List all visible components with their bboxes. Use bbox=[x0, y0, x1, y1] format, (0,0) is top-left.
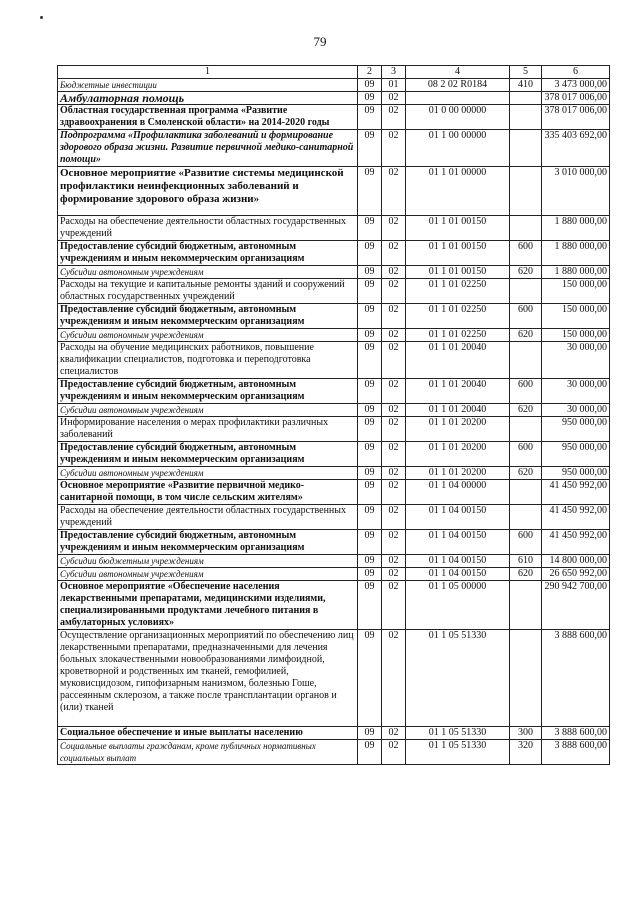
table-row bbox=[58, 79, 610, 92]
row-target-code: 01 1 01 02250 bbox=[406, 329, 510, 342]
table-row bbox=[58, 216, 610, 241]
row-amount: 3 888 600,00 bbox=[542, 630, 610, 727]
row-subsection: 02 bbox=[382, 105, 406, 130]
row-section: 09 bbox=[358, 630, 382, 727]
row-subsection: 02 bbox=[382, 505, 406, 530]
row-subsection: 02 bbox=[382, 581, 406, 630]
row-name: Осуществление организационных мероприятий по обеспечению лиц лекарственными препаратами, предназначенными для лечения больных злокачественными новообразованиями лимфоидной, кроветворной и родственных им тканей, гемофилией, муковисцидозом, гипофизарным нанизмом, болезнью Гоше, рассеянным склерозом, а также после трансплантации органов и (или) тканей bbox=[58, 630, 358, 727]
row-subsection: 02 bbox=[382, 555, 406, 568]
row-section: 09 bbox=[358, 727, 382, 740]
row-expense-type bbox=[510, 505, 542, 530]
row-amount: 950 000,00 bbox=[542, 442, 610, 467]
row-expense-type bbox=[510, 92, 542, 105]
row-subsection: 02 bbox=[382, 92, 406, 105]
table-row bbox=[58, 630, 610, 727]
row-subsection: 02 bbox=[382, 379, 406, 404]
row-subsection: 02 bbox=[382, 130, 406, 167]
row-target-code bbox=[406, 92, 510, 105]
row-name: Субсидии автономным учреждениям bbox=[58, 404, 358, 417]
row-subsection: 02 bbox=[382, 442, 406, 467]
header-cell: 6 bbox=[542, 66, 610, 79]
row-name: Предоставление субсидий бюджетным, автономным учреждениям и иным некоммерческим организациям bbox=[58, 442, 358, 467]
row-section: 09 bbox=[358, 505, 382, 530]
header-cell: 1 bbox=[58, 66, 358, 79]
row-section: 09 bbox=[358, 279, 382, 304]
row-expense-type bbox=[510, 581, 542, 630]
table-row bbox=[58, 404, 610, 417]
page-number: 79 bbox=[313, 34, 327, 49]
row-subsection: 02 bbox=[382, 404, 406, 417]
row-section: 09 bbox=[358, 404, 382, 417]
row-amount: 1 880 000,00 bbox=[542, 216, 610, 241]
row-name: Субсидии бюджетным учреждениям bbox=[58, 555, 358, 568]
row-expense-type: 600 bbox=[510, 530, 542, 555]
row-expense-type bbox=[510, 167, 542, 216]
row-amount: 1 880 000,00 bbox=[542, 266, 610, 279]
row-name: Расходы на обеспечение деятельности областных государственных учреждений bbox=[58, 216, 358, 241]
row-name: Субсидии автономным учреждениям bbox=[58, 467, 358, 480]
row-amount: 3 888 600,00 bbox=[542, 727, 610, 740]
row-target-code: 01 1 01 02250 bbox=[406, 304, 510, 329]
row-section: 09 bbox=[358, 342, 382, 379]
row-amount: 14 800 000,00 bbox=[542, 555, 610, 568]
row-target-code: 01 1 01 02250 bbox=[406, 279, 510, 304]
row-subsection: 02 bbox=[382, 568, 406, 581]
row-expense-type bbox=[510, 480, 542, 505]
row-name: Предоставление субсидий бюджетным, автономным учреждениям и иным некоммерческим организациям bbox=[58, 530, 358, 555]
row-expense-type: 600 bbox=[510, 241, 542, 266]
row-subsection: 02 bbox=[382, 216, 406, 241]
row-section: 09 bbox=[358, 167, 382, 216]
header-row bbox=[58, 66, 610, 79]
row-amount: 290 942 700,00 bbox=[542, 581, 610, 630]
row-target-code: 01 1 01 20040 bbox=[406, 404, 510, 417]
row-subsection: 02 bbox=[382, 480, 406, 505]
row-amount: 41 450 992,00 bbox=[542, 530, 610, 555]
row-name: Социальные выплаты гражданам, кроме публичных нормативных социальных выплат bbox=[58, 740, 358, 765]
row-name: Предоставление субсидий бюджетным, автономным учреждениям и иным некоммерческим организациям bbox=[58, 304, 358, 329]
row-target-code: 01 1 04 00150 bbox=[406, 530, 510, 555]
row-target-code: 01 1 05 51330 bbox=[406, 630, 510, 727]
row-subsection: 02 bbox=[382, 530, 406, 555]
row-target-code: 01 0 00 00000 bbox=[406, 105, 510, 130]
row-subsection: 02 bbox=[382, 467, 406, 480]
row-expense-type bbox=[510, 216, 542, 241]
row-amount: 30 000,00 bbox=[542, 404, 610, 417]
row-section: 09 bbox=[358, 92, 382, 105]
row-target-code: 01 1 01 20200 bbox=[406, 442, 510, 467]
row-subsection: 02 bbox=[382, 417, 406, 442]
row-subsection: 02 bbox=[382, 740, 406, 765]
row-amount: 950 000,00 bbox=[542, 417, 610, 442]
row-target-code: 08 2 02 R0184 bbox=[406, 79, 510, 92]
row-expense-type bbox=[510, 342, 542, 379]
row-name: Социальное обеспечение и иные выплаты населению bbox=[58, 727, 358, 740]
row-expense-type: 610 bbox=[510, 555, 542, 568]
row-name: Информирование населения о мерах профилактики различных заболеваний bbox=[58, 417, 358, 442]
row-expense-type bbox=[510, 130, 542, 167]
row-name: Подпрограмма «Профилактика заболеваний и формирование здорового образа жизни. Развитие первичной медико-санитарной помощи» bbox=[58, 130, 358, 167]
row-subsection: 02 bbox=[382, 727, 406, 740]
header-cell: 4 bbox=[406, 66, 510, 79]
row-amount: 378 017 006,00 bbox=[542, 92, 610, 105]
row-amount: 41 450 992,00 bbox=[542, 505, 610, 530]
row-expense-type: 620 bbox=[510, 404, 542, 417]
row-name: Расходы на обеспечение деятельности областных государственных учреждений bbox=[58, 505, 358, 530]
row-name: Субсидии автономным учреждениям bbox=[58, 266, 358, 279]
row-section: 09 bbox=[358, 442, 382, 467]
row-section: 09 bbox=[358, 568, 382, 581]
row-amount: 30 000,00 bbox=[542, 342, 610, 379]
row-expense-type bbox=[510, 279, 542, 304]
row-target-code: 01 1 01 00150 bbox=[406, 241, 510, 266]
row-expense-type: 600 bbox=[510, 379, 542, 404]
row-target-code: 01 1 04 00150 bbox=[406, 568, 510, 581]
row-subsection: 02 bbox=[382, 304, 406, 329]
table-row bbox=[58, 304, 610, 329]
row-expense-type: 320 bbox=[510, 740, 542, 765]
row-amount: 150 000,00 bbox=[542, 279, 610, 304]
row-subsection: 02 bbox=[382, 329, 406, 342]
row-name: Предоставление субсидий бюджетным, автономным учреждениям и иным некоммерческим организациям bbox=[58, 379, 358, 404]
row-target-code: 01 1 04 00150 bbox=[406, 555, 510, 568]
row-section: 09 bbox=[358, 530, 382, 555]
table-row bbox=[58, 505, 610, 530]
row-amount: 41 450 992,00 bbox=[542, 480, 610, 505]
table-row bbox=[58, 568, 610, 581]
table-row bbox=[58, 467, 610, 480]
row-amount: 3 010 000,00 bbox=[542, 167, 610, 216]
row-name: Основное мероприятие «Развитие первичной медико-санитарной помощи, в том числе сельским жителям» bbox=[58, 480, 358, 505]
table-row bbox=[58, 105, 610, 130]
row-subsection: 01 bbox=[382, 79, 406, 92]
table-row bbox=[58, 555, 610, 568]
table-row bbox=[58, 581, 610, 630]
row-target-code: 01 1 05 00000 bbox=[406, 581, 510, 630]
row-expense-type: 620 bbox=[510, 568, 542, 581]
row-target-code: 01 1 05 51330 bbox=[406, 727, 510, 740]
table-row bbox=[58, 417, 610, 442]
table-row bbox=[58, 92, 610, 105]
row-section: 09 bbox=[358, 581, 382, 630]
row-name: Предоставление субсидий бюджетным, автономным учреждениям и иным некоммерческим организациям bbox=[58, 241, 358, 266]
row-target-code: 01 1 05 51330 bbox=[406, 740, 510, 765]
row-target-code: 01 1 01 20200 bbox=[406, 467, 510, 480]
row-section: 09 bbox=[358, 740, 382, 765]
row-expense-type: 300 bbox=[510, 727, 542, 740]
table-row bbox=[58, 442, 610, 467]
header-cell: 2 bbox=[358, 66, 382, 79]
row-target-code: 01 1 04 00000 bbox=[406, 480, 510, 505]
row-amount: 335 403 692,00 bbox=[542, 130, 610, 167]
table-row bbox=[58, 329, 610, 342]
row-expense-type: 410 bbox=[510, 79, 542, 92]
row-amount: 30 000,00 bbox=[542, 379, 610, 404]
row-section: 09 bbox=[358, 379, 382, 404]
row-target-code: 01 1 00 00000 bbox=[406, 130, 510, 167]
row-subsection: 02 bbox=[382, 342, 406, 379]
row-section: 09 bbox=[358, 266, 382, 279]
row-name: Основное мероприятие «Обеспечение населения лекарственными препаратами, медицинскими изделиями, специализированными продуктами лечебного питания в амбулаторных условиях» bbox=[58, 581, 358, 630]
row-section: 09 bbox=[358, 304, 382, 329]
row-name: Субсидии автономным учреждениям bbox=[58, 568, 358, 581]
row-section: 09 bbox=[358, 417, 382, 442]
table-row bbox=[58, 342, 610, 379]
budget-table bbox=[57, 65, 610, 765]
row-target-code: 01 1 04 00150 bbox=[406, 505, 510, 530]
row-section: 09 bbox=[358, 216, 382, 241]
row-section: 09 bbox=[358, 79, 382, 92]
row-amount: 150 000,00 bbox=[542, 304, 610, 329]
row-name: Основное мероприятие «Развитие системы медицинской профилактики неинфекционных заболеваний и формирование здорового образа жизни» bbox=[58, 167, 358, 216]
row-target-code: 01 1 01 20040 bbox=[406, 379, 510, 404]
row-name: Областная государственная программа «Развитие здравоохранения в Смоленской области» на 2014-2020 годы bbox=[58, 105, 358, 130]
table-row bbox=[58, 130, 610, 167]
row-expense-type: 620 bbox=[510, 266, 542, 279]
row-section: 09 bbox=[358, 467, 382, 480]
row-section: 09 bbox=[358, 241, 382, 266]
header-cell: 3 bbox=[382, 66, 406, 79]
table-row bbox=[58, 530, 610, 555]
row-expense-type bbox=[510, 105, 542, 130]
table-row bbox=[58, 241, 610, 266]
header-cell: 5 bbox=[510, 66, 542, 79]
row-expense-type: 600 bbox=[510, 304, 542, 329]
row-amount: 3 888 600,00 bbox=[542, 740, 610, 765]
row-section: 09 bbox=[358, 555, 382, 568]
row-name: Субсидии автономным учреждениям bbox=[58, 329, 358, 342]
row-expense-type bbox=[510, 630, 542, 727]
row-section: 09 bbox=[358, 105, 382, 130]
row-target-code: 01 1 01 00150 bbox=[406, 266, 510, 279]
row-amount: 378 017 006,00 bbox=[542, 105, 610, 130]
table-row bbox=[58, 480, 610, 505]
row-target-code: 01 1 01 20200 bbox=[406, 417, 510, 442]
table-row bbox=[58, 266, 610, 279]
table-row bbox=[58, 167, 610, 216]
table-row bbox=[58, 279, 610, 304]
row-subsection: 02 bbox=[382, 266, 406, 279]
scan-speck bbox=[40, 16, 43, 19]
table-row bbox=[58, 727, 610, 740]
row-section: 09 bbox=[358, 480, 382, 505]
row-target-code: 01 1 01 00150 bbox=[406, 216, 510, 241]
row-section: 09 bbox=[358, 130, 382, 167]
row-subsection: 02 bbox=[382, 279, 406, 304]
row-subsection: 02 bbox=[382, 241, 406, 266]
row-amount: 1 880 000,00 bbox=[542, 241, 610, 266]
table-row bbox=[58, 379, 610, 404]
row-section: 09 bbox=[358, 329, 382, 342]
row-amount: 26 650 992,00 bbox=[542, 568, 610, 581]
row-amount: 150 000,00 bbox=[542, 329, 610, 342]
row-name: Амбулаторная помощь bbox=[58, 92, 358, 105]
row-amount: 3 473 000,00 bbox=[542, 79, 610, 92]
row-amount: 950 000,00 bbox=[542, 467, 610, 480]
row-expense-type bbox=[510, 417, 542, 442]
row-expense-type: 620 bbox=[510, 467, 542, 480]
row-target-code: 01 1 01 00000 bbox=[406, 167, 510, 216]
row-name: Расходы на текущие и капитальные ремонты зданий и сооружений областных государственных учреждений bbox=[58, 279, 358, 304]
row-subsection: 02 bbox=[382, 167, 406, 216]
row-expense-type: 600 bbox=[510, 442, 542, 467]
row-expense-type: 620 bbox=[510, 329, 542, 342]
row-target-code: 01 1 01 20040 bbox=[406, 342, 510, 379]
table-row bbox=[58, 740, 610, 765]
row-name: Бюджетные инвестиции bbox=[58, 79, 358, 92]
row-name: Расходы на обучение медицинских работников, повышение квалификации специалистов, подготовка и переподготовка специалистов bbox=[58, 342, 358, 379]
row-subsection: 02 bbox=[382, 630, 406, 727]
